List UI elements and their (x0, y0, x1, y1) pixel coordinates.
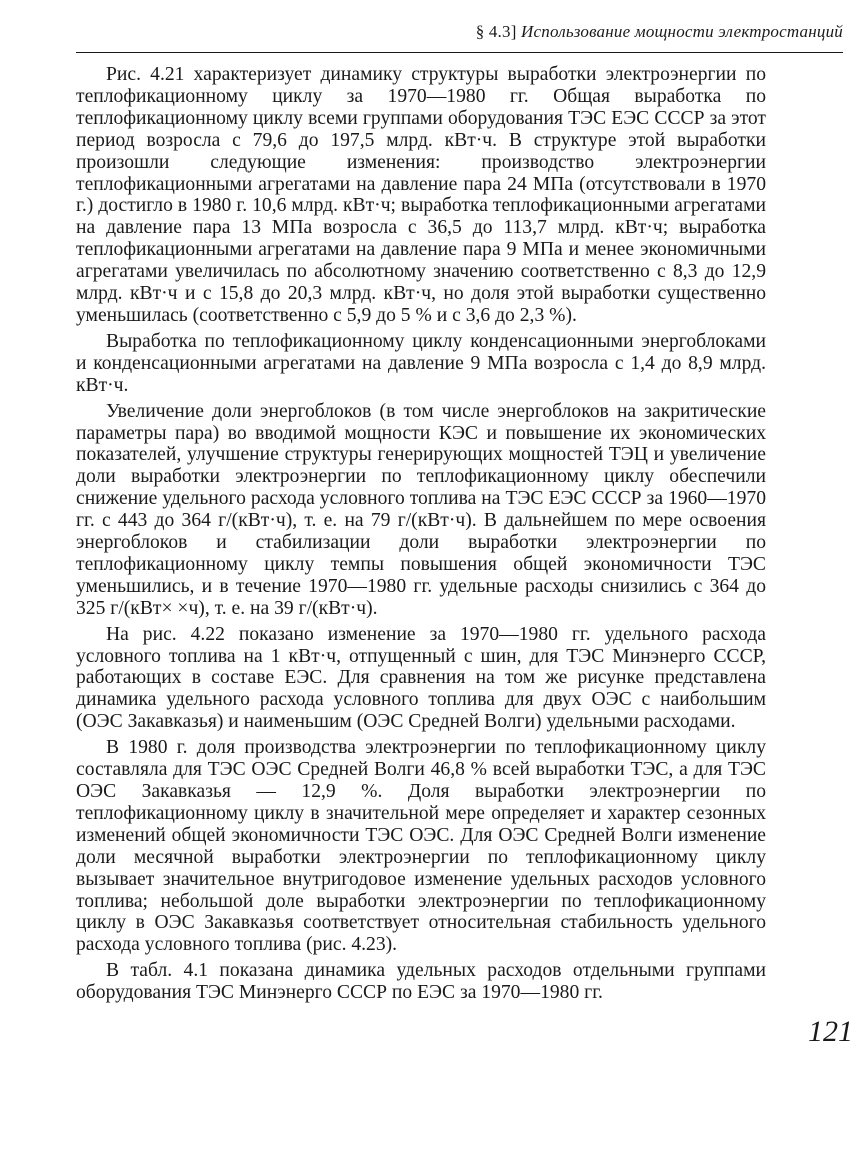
body-text (76, 64, 766, 1008)
page-number: 121 (808, 1015, 853, 1048)
paragraph-3: Увеличение доли энергоблоков (в том числе энергоблоков на закритические параметры пара) во вводимой мощности КЭС и повышение их экономических показателей, улучшение структуры генерирующих мощностей ТЭЦ и увеличение доли выработки электроэнергии по теплофикационному циклу обеспечили снижение удельного расхода условного топлива на ТЭС ЕЭС СССР за 1960—1970 гг. с 443 до 364 г/(кВт·ч), т. е. на 79 г/(кВт·ч). В дальнейшем по мере освоения энергоблоков и стабилизации доли выработки электроэнергии по теплофикационному циклу темпы повышения общей экономичности ТЭС уменьшились, и в течение 1970—1980 гг. удельные расходы снизились с 364 до 325 г/(кВт× ×ч), т. е. на 39 г/(кВт·ч). (76, 400, 766, 619)
chapter-title: Использование мощности электростанций (521, 22, 843, 41)
paragraph-4: На рис. 4.22 показано изменение за 1970—1980 гг. удельного расхода условного топлива на 1 кВт·ч, отпущенный с шин, для ТЭС Минэнерго СССР, работающих в составе ЕЭС. Для сравнения на том же рисунке представлена динамика удельного расхода условного топлива для двух ОЭС с наибольшим (ОЭС Закавказья) и наименьшим (ОЭС Средней Волги) удельными расходами. (76, 623, 766, 733)
paragraph-2: Выработка по теплофикационному циклу конденсационными энергоблоками и конденсационными агрегатами на давление 9 МПа возросла с 1,4 до 8,9 млрд. кВт·ч. (76, 330, 766, 396)
paragraph-6: В табл. 4.1 показана динамика удельных расходов отдельными группами оборудования ТЭС Минэнерго СССР по ЕЭС за 1970—1980 гг. (76, 960, 766, 1004)
paragraph-1: Рис. 4.21 характеризует динамику структуры выработки электроэнергии по теплофикационному циклу за 1970—1980 гг. Общая выработка по теплофикационному циклу всеми группами оборудования ТЭС ЕЭС СССР за этот период возросла с 79,6 до 197,5 млрд. кВт·ч. В структуре этой выработки произошли следующие изменения: производство электроэнергии теплофикационными агрегатами на давление пара 24 МПа (отсутствовали в 1970 г.) достигло в 1980 г. 10,6 млрд. кВт·ч; выработка теплофикационными агрегатами на давление пара 13 МПа возросла с 36,5 до 113,7 млрд. кВт·ч; выработка теплофикационными агрегатами на давление пара 9 МПа и менее экономичными агрегатами увеличилась по абсолютному значению соответственно с 8,3 до 12,9 млрд. кВт·ч и с 15,8 до 20,3 млрд. кВт·ч, но доля этой выработки существенно уменьшилась (соответственно с 5,9 до 5 % и с 3,6 до 2,3 %). (76, 64, 766, 326)
running-head (76, 22, 843, 50)
header-rule (76, 52, 843, 53)
paragraph-5: В 1980 г. доля производства электроэнергии по теплофикационному циклу составляла для ТЭС ОЭС Средней Волги 46,8 % всей выработки ТЭС, а для ТЭС ОЭС Закавказья — 12,9 %. Доля выработки электроэнергии по теплофикационному циклу в значительной мере определяет и характер сезонных изменений общей экономичности ТЭС ОЭС. Для ОЭС Средней Волги изменение доли месячной выработки электроэнергии по теплофикационному циклу вызывает значительное внутригодовое изменение удельных расходов условного топлива; небольшой доле выработки электроэнергии по теплофикационному циклу в ОЭС Закавказья соответствует относительная стабильность удельного расхода условного топлива (рис. 4.23). (76, 737, 766, 956)
section-ref: § 4.3] (475, 22, 517, 41)
